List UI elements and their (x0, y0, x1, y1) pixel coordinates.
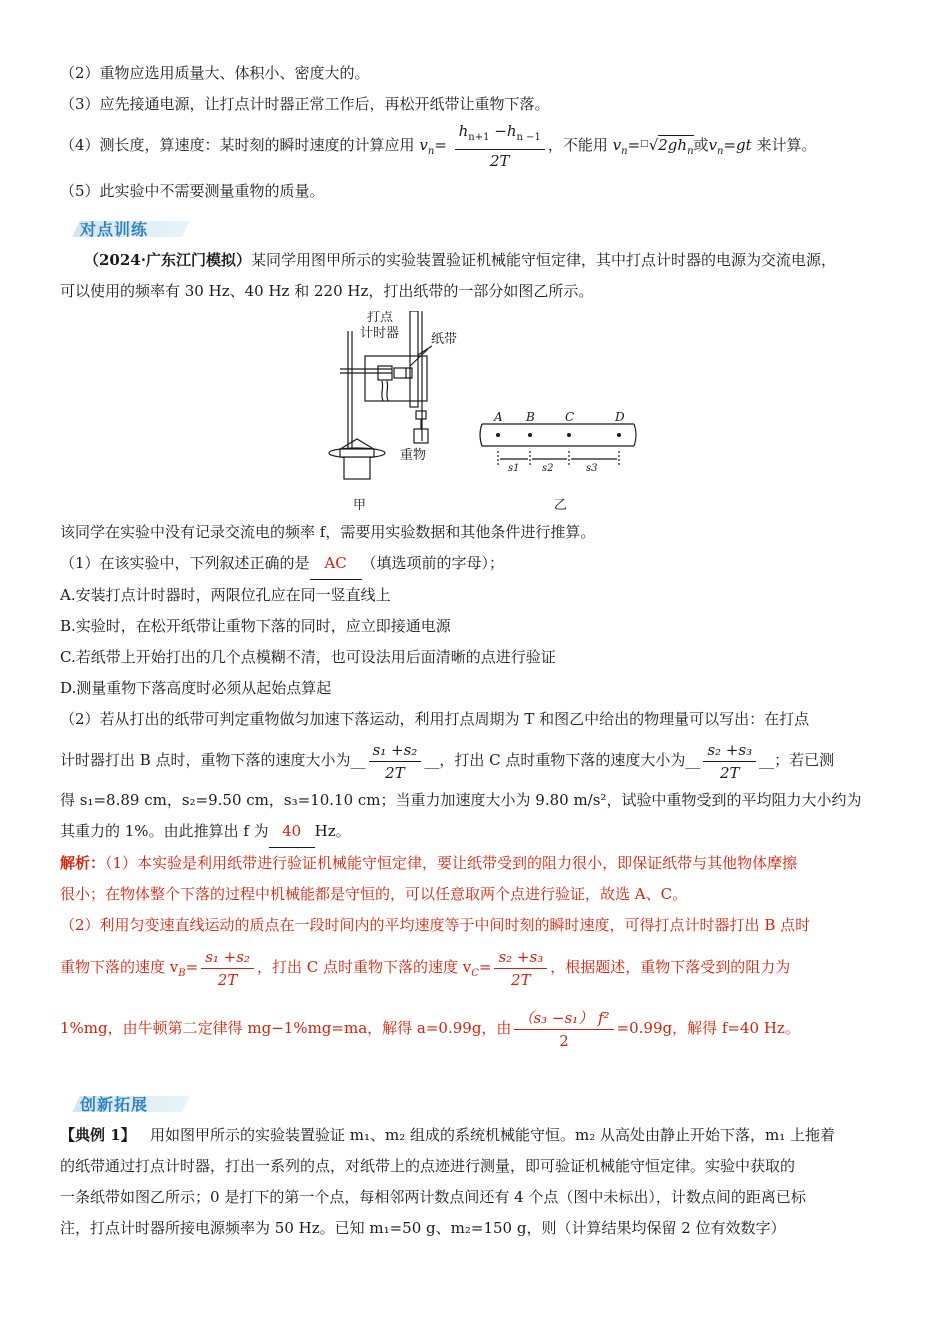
label-tape: 纸带 (431, 332, 458, 347)
document-page (60, 58, 890, 1244)
option-c: C.若纸带上开始打出的几个点模糊不清，也可设法用后面清晰的点进行验证 (60, 648, 556, 666)
problem-intro: （2024·广东江门模拟）某同学用图甲所示的实验装置验证机械能守恒定律，其中打点计时器的电源为交流电源， (84, 251, 836, 269)
point-d: D (615, 410, 625, 424)
option-d: D.测量重物下落高度时必须从起始点算起 (60, 679, 332, 697)
example-tag: 【典例 1】 (60, 1126, 136, 1144)
question-2-line-1: （2）若从打出的纸带可判定重物做匀加速下落运动，利用打点周期为 T 和图乙中给出的物理量可以写出：在打点 (60, 710, 810, 728)
caption-b: 乙 (554, 498, 568, 513)
option-a: A.安装打点计时器时，两限位孔应在同一竖直线上 (60, 586, 391, 604)
solution-block: 解析：（1）本实验是利用纸带进行验证机械能守恒定律，要让纸带受到的阻力很小，即保证纸带与其他物体摩擦 很小；在物体整个下落的过程中机械能都是守恒的，可以任意取两个点进行验证，故选 A、C。 （2）利用匀变速直线运动的质点在一段时间内的平均速度等于中间时刻的瞬时速度，可得打点计时器打出 B 点时 重物下落的速度 $v_B=$ $\frac{\text{s₁ +s₂}}{2T}$ ，打出 C 点时重物下落的速度 $v_C=$ $\frac{\text{s₂ +s₃}}{2T}$ ，根据题述，重物下落受到的阻力为 1%mg，由牛顿第二定律得 mg−1%mg=ma，解得 a=0.99g，由 $\frac{\text{（s₃ −s₁） f²}}{2}$ =0.99g，解得 f=40 Hz。 (60, 854, 811, 1050)
example-line-4: 注，打点计时器所接电源频率为 50 Hz。已知 m₁=50 g、m₂=150 g，则（计算结果均保留 2 位有效数字） (60, 1219, 786, 1237)
question-2-line-2: 计时器打出 B 点时，重物下落的速度大小为__ $\frac{\text{s₁ +s₂}}{2T}$ __，打出 C 点时重物下落的速度大小为__ $\frac{\text{s₂ +s₃}}{2T}$ __；若已测 (60, 740, 835, 782)
note-5: （5）此实验中不需要测量重物的质量。 (60, 182, 325, 200)
answer-q1: AC (324, 554, 347, 572)
caption-a: 甲 (353, 498, 367, 513)
problem-intro-2: 可以使用的频率有 30 Hz、40 Hz 和 220 Hz，打出纸带的一部分如图乙所示。 (60, 282, 594, 300)
section-tag-innovation: 创新拓展 (80, 1092, 148, 1114)
label-weight: 重物 (400, 448, 427, 463)
note-3: （3）应先接通电源，让打点计时器正常工作后，再松开纸带让重物下落。 (60, 95, 550, 113)
question-2-end: 其重力的 1%。由此推算出 f 为 40 Hz。 (60, 816, 890, 848)
point-c: C (565, 410, 575, 424)
seg-s3: s3 (586, 463, 598, 474)
example-line-1: 【典例 1】 用如图甲所示的实验装置验证 m₁、m₂ 组成的系统机械能守恒。m₂ 从高处由静止开始下落，m₁ 上拖着 (60, 1126, 836, 1144)
solution-label: 解析： (60, 854, 106, 872)
seg-s1: s1 (508, 463, 520, 474)
example-line-2: 的纸带通过打点计时器，打出一系列的点，对纸带上的点迹进行测量，即可验证机械能守恒定律。实验中获取的 (60, 1157, 796, 1175)
note-2: （2）重物应选用质量大、体积小、密度大的。 (60, 64, 370, 82)
label-timer-2: 计时器 (360, 326, 400, 341)
option-b: B.实验时，在松开纸带让重物下落的同时，应立即接通电源 (60, 617, 451, 635)
section-tag-training: 对点训练 (80, 217, 148, 239)
seg-s2: s2 (542, 463, 554, 474)
question-2-data: 得 s₁=8.89 cm，s₂=9.50 cm，s₃=10.10 cm；当重力加速度大小为 9.80 m/s²，试验中重物受到的平均阻力大小约为 (60, 791, 862, 809)
label-timer-1: 打点 (367, 311, 394, 325)
apparatus-diagram (60, 311, 890, 517)
velocity-formula: $\frac{h_{n+1} -h_{n -1}}{2T}$ (455, 120, 545, 172)
answer-f: 40 (282, 822, 302, 840)
example-line-3: 一条纸带如图乙所示；0 是打下的第一个点，每相邻两计数点间还有 4 个点（图中未标出），计数点间的距离已标 (60, 1188, 806, 1206)
question-1: （1）在该实验中，下列叙述正确的是 AC （填选项前的字母）； (60, 548, 890, 580)
apparatus-figure (60, 311, 890, 517)
problem-note: 该同学在实验中没有记录交流电的频率 f，需要用实验数据和其他条件进行推算。 (60, 523, 596, 541)
point-a: A (494, 410, 503, 424)
point-b: B (526, 410, 535, 424)
note-4: （4）测长度，算速度：某时刻的瞬时速度的计算应用 $v_n=$ $\frac{h_{n+1} -h_{n -1}}{2T}$ ，不能用 $v_n=^□√2gh_n$或$v_n=gt$ 来计算。 (60, 122, 817, 170)
